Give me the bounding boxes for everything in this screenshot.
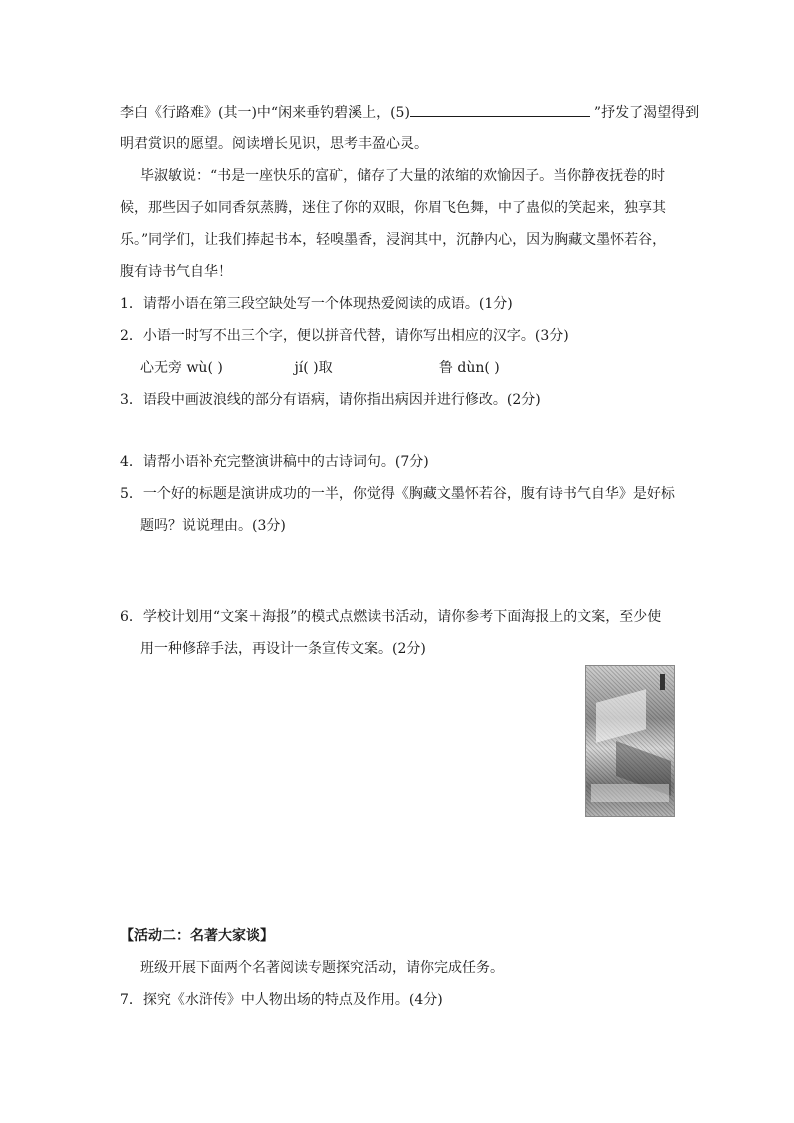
answer-blank-5[interactable]	[410, 102, 590, 117]
pinyin-item-1: 心无旁 wù( )	[140, 360, 223, 376]
paragraph-1-line-2: 明君赏识的愿望。阅读增长见识，思考丰盈心灵。	[120, 136, 428, 152]
p1-text-before: 李白《行路难》(其一)中“闲来垂钓碧溪上，(5)	[120, 105, 410, 121]
question-3: 3．语段中画波浪线的部分有语病，请你指出病因并进行修改。(2分)	[120, 392, 541, 408]
activity-2-heading: 【活动二：名著大家谈】	[120, 928, 274, 944]
question-2: 2．小语一时写不出三个字，便以拼音代替，请你写出相应的汉字。(3分)	[120, 328, 569, 344]
poster-shape	[591, 784, 669, 802]
paragraph-1-line-1	[120, 102, 699, 123]
question-5-line-2: 题吗？说说理由。(3分)	[140, 518, 286, 534]
poster-figure	[660, 674, 665, 690]
poster-shape	[596, 689, 646, 742]
paragraph-2-line-4: 腹有诗书气自华！	[120, 264, 232, 280]
paragraph-2-line-2: 候，那些因子如同香氛蒸腾，迷住了你的双眼，你眉飞色舞，中了蛊似的笑起来，独享其	[120, 200, 666, 216]
question-4: 4．请帮小语补充完整演讲稿中的古诗词句。(7分)	[120, 454, 429, 470]
reading-poster-image	[585, 665, 675, 817]
pinyin-item-3: 鲁 dùn( )	[438, 360, 500, 376]
question-1: 1．请帮小语在第三段空缺处写一个体现热爱阅读的成语。(1分)	[120, 296, 513, 312]
pinyin-item-2: jí( )取	[294, 360, 333, 376]
paragraph-2-line-1: 毕淑敏说：“书是一座快乐的富矿，储存了大量的浓缩的欢愉因子。当你静夜抚卷的时	[140, 168, 666, 184]
activity-2-intro: 班级开展下面两个名著阅读专题探究活动，请你完成任务。	[140, 960, 504, 976]
question-6-line-1: 6．学校计划用“文案＋海报”的模式点燃读书活动，请你参考下面海报上的文案，至少使	[120, 609, 662, 625]
question-7: 7．探究《水浒传》中人物出场的特点及作用。(4分)	[120, 992, 443, 1008]
paragraph-2-line-3: 乐。”同学们，让我们捧起书本，轻嗅墨香，浸润其中，沉静内心，因为胸藏文墨怀若谷，	[120, 232, 667, 248]
p1-text-after: ”抒发了渴望得到	[593, 105, 700, 121]
question-6-line-2: 用一种修辞手法，再设计一条宣传文案。(2分)	[140, 641, 426, 657]
question-5-line-1: 5．一个好的标题是演讲成功的一半，你觉得《胸藏文墨怀若谷，腹有诗书气自华》是好标	[120, 486, 675, 502]
question-2-pinyin-items	[140, 358, 500, 378]
